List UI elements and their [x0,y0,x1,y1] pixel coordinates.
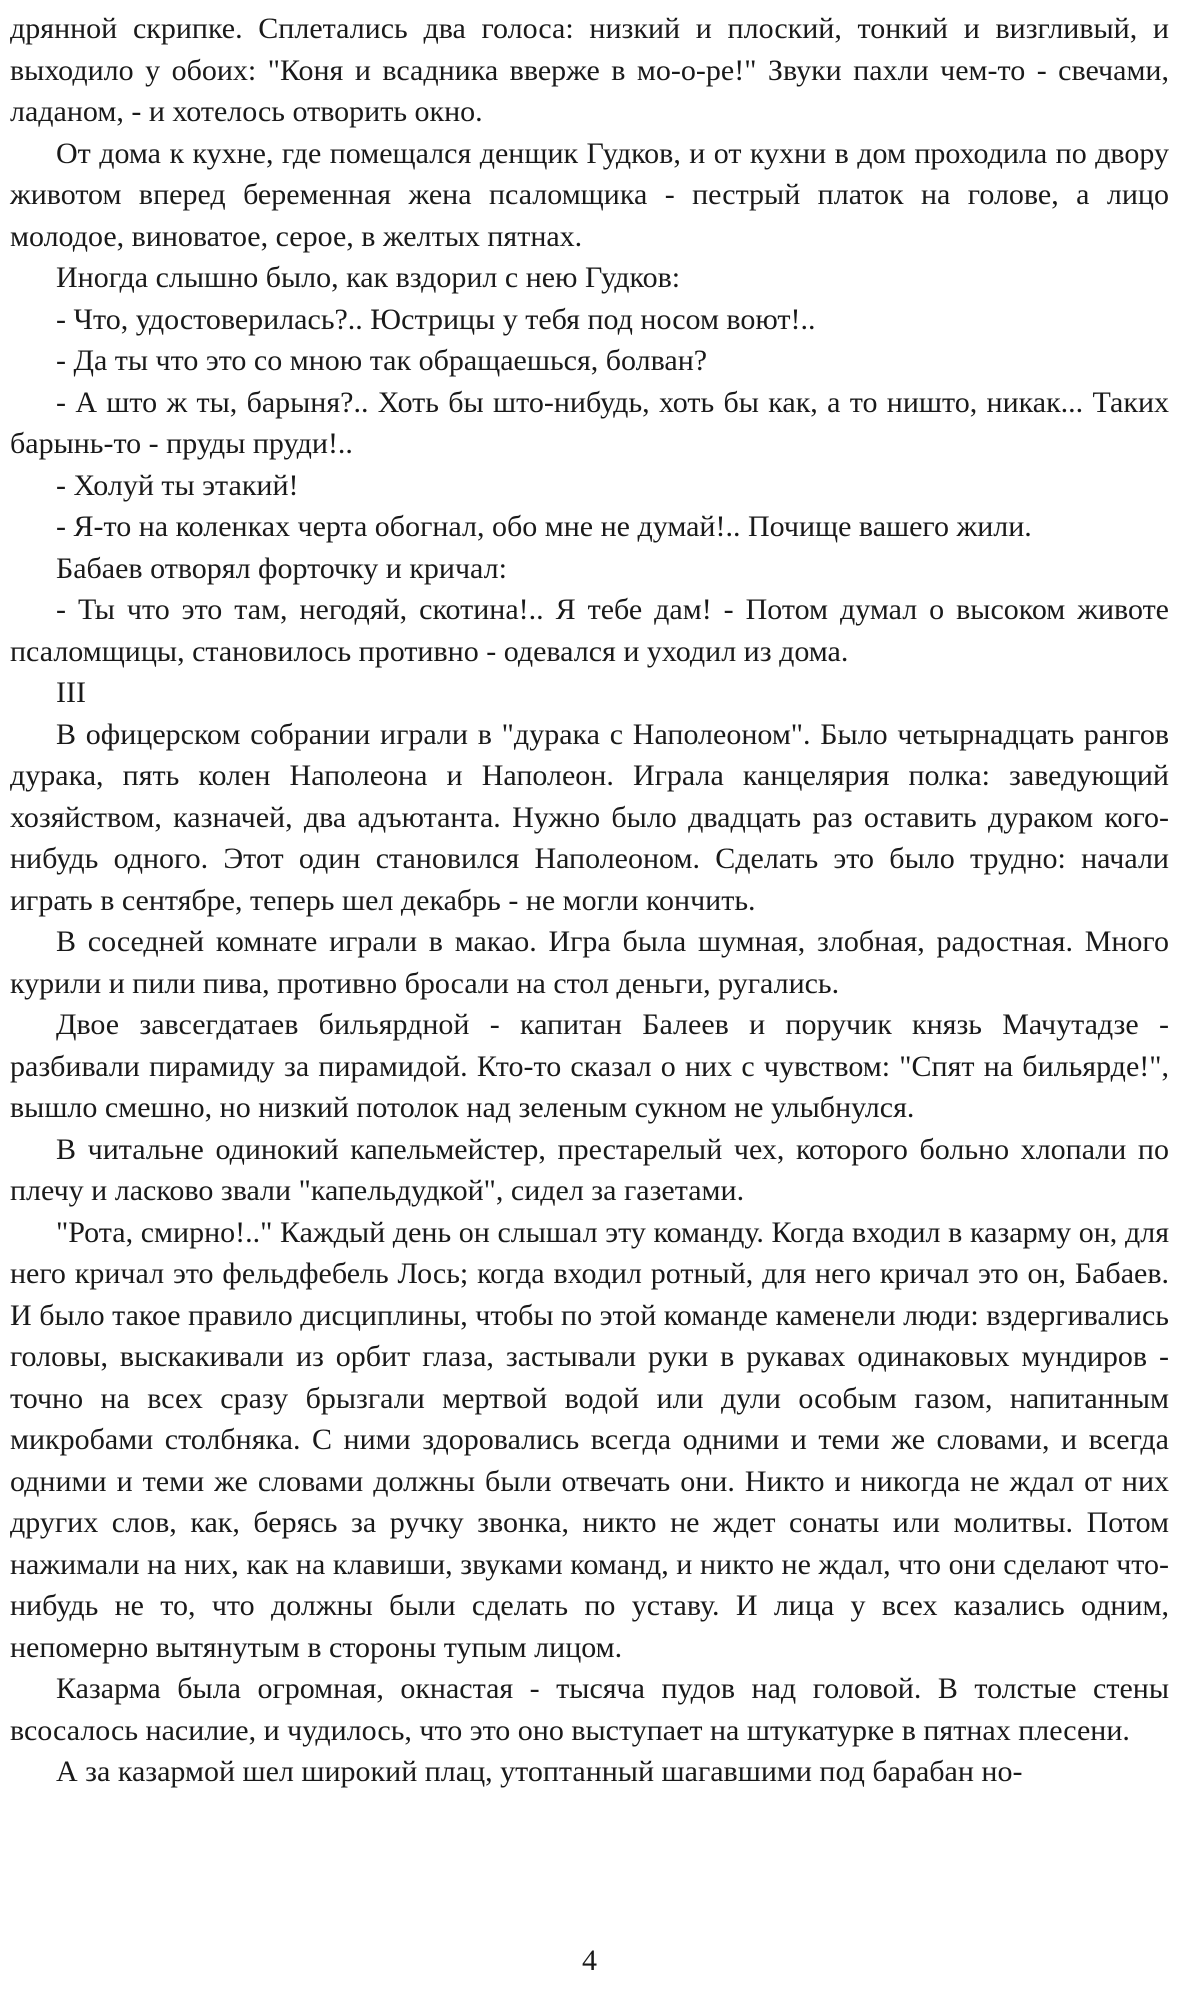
paragraph: - Что, удостоверилась?.. Юстрицы у тебя под носом воют!.. [56,302,816,336]
paragraph: - Я-то на коленках черта обогнал, обо мне не думай!.. Почище вашего жили. [56,510,1032,543]
paragraph: Двое завсегдатаев бильярдной - капитан Балеев и поручик князь Мачутадзе - разбивали пирамиду за пирамидой. Кто-то сказал о них с чувством: "Спят на бильярде!", вышло смешно, но низкий потолок над зеленым сукном не улыбнулся. [10,1008,1169,1124]
paragraph: - Ты что это там, негодяй, скотина!.. Я тебе дам! - Потом думал о высоком животе псаломщицы, становилось противно - одевался и уходил из дома. [10,593,1169,668]
paragraph: дрянной скрипке. Сплетались два голоса: низкий и плоский, тонкий и визгливый, и выходило у обоих: "Коня и всадника вверже в мо-о-ре!" Звуки пахли чем-то - свечами, ладаном, - и хотелось отворить окно. [10,12,1169,128]
chapter-heading: III [56,676,86,709]
paragraph: Казарма была огромная, окнастая - тысяча пудов над головой. В толстые стены всосалось насилие, и чудилось, что это оно выступает на штукатурке в пятнах плесени. [10,1672,1169,1747]
paragraph: Бабаев отворял форточку и кричал: [56,551,507,585]
paragraph: Иногда слышно было, как вздорил с нею Гудков: [56,261,681,294]
paragraph: От дома к кухне, где помещался денщик Гудков, и от кухни в дом проходила по двору животом вперед беременная жена псаломщика - пестрый платок на голове, а лицо молодое, виноватое, серое, в желтых пятнах. [10,136,1169,253]
paragraph: В читальне одинокий капельмейстер, престарелый чех, которого больно хлопали по плечу и ласково звали "капельдудкой", сидел за газетами. [10,1132,1169,1207]
page-number: 4 [582,1944,597,1977]
text-body [10,8,1169,1793]
paragraph: В соседней комнате играли в макао. Игра была шумная, злобная, радостная. Много курили и пили пива, противно бросали на стол деньги, ругались. [10,925,1169,1000]
paragraph: - А што ж ты, барыня?.. Хоть бы што-нибудь, хоть бы как, а то ништо, никак... Таких барынь-то - пруды пруди!.. [10,385,1169,460]
paragraph: А за казармой шел широкий плац, утоптанный шагавшими под барабан но- [56,1755,1023,1788]
paragraph: - Да ты что это со мною так обращаешься, болван? [56,344,708,377]
paragraph: "Рота, смирно!.." Каждый день он слышал эту команду. Когда входил в казарму он, для него кричал это фельдфебель Лось; когда входил ротный, для него кричал это он, Бабаев. И было такое правило дисциплины, чтобы по этой команде каменели люди: вздергивались головы, выскакивали из орбит глаза, застывали руки в рукавах одинаковых мундиров - точно на всех сразу брызгали мертвой водой или дули особым газом, напитанным микробами столбняка. С ними здоровались всегда одними и теми же словами, и всегда одними и теми же словами должны были отвечать они. Никто и никогда не ждал от них других слов, как, берясь за ручку звонка, никто не ждет сонаты или молитвы. Потом нажимали на них, как на клавиши, звуками команд, и никто не ждал, что они сделают что-нибудь не то, что должны были сделать по уставу. И лица у всех казались одним, непомерно вытянутым в стороны тупым лицом. [10,1215,1169,1664]
paragraph: В офицерском собрании играли в "дурака с Наполеоном". Было четырнадцать рангов дурака, пять колен Наполеона и Наполеон. Играла канцелярия полка: заведующий хозяйством, казначей, два адъютанта. Нужно было двадцать раз оставить дураком кого-нибудь одного. Этот один становился Наполеоном. Сделать это было трудно: начали играть в сентябре, теперь шел декабрь - не могли кончить. [10,717,1169,917]
paragraph: - Холуй ты этакий! [56,468,299,502]
